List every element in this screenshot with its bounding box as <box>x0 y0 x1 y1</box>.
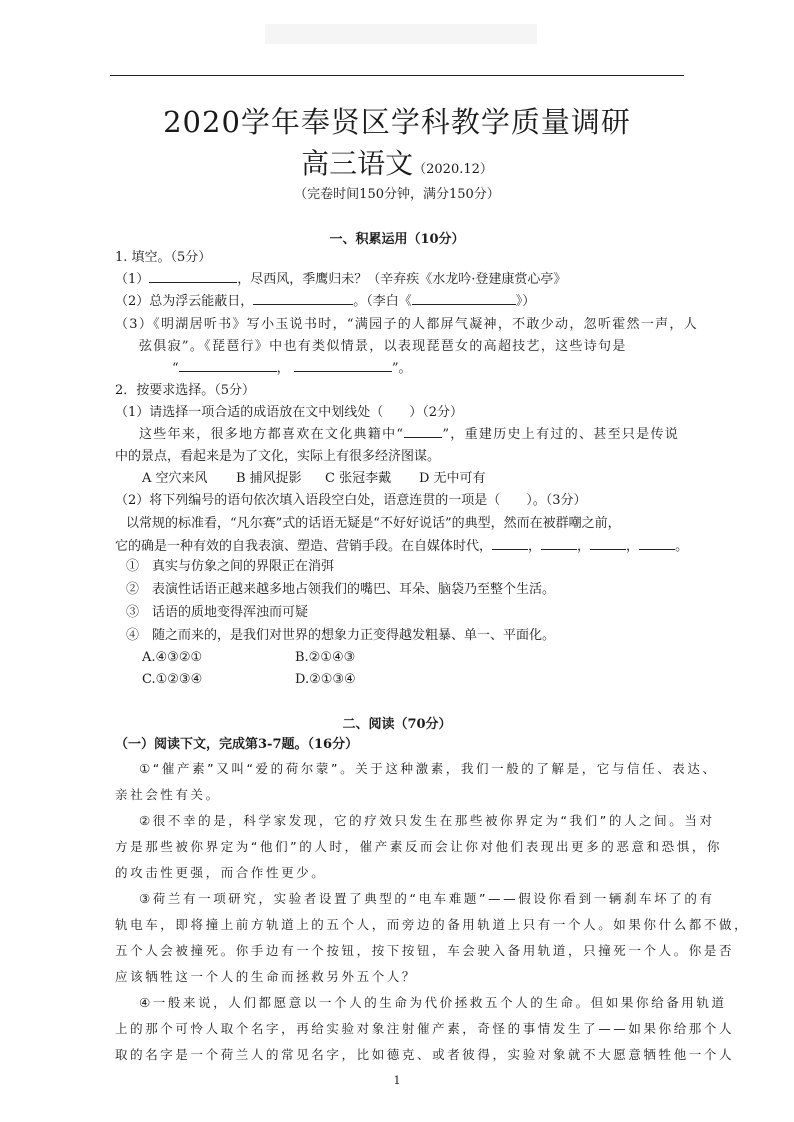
q2-b-option-a: A.④③②① <box>142 650 203 665</box>
q2-b-text2-pre: 它的确是一种有效的自我表演、塑造、营销手段。在自媒体时代， <box>115 539 493 554</box>
q1-a-post: ，尽西风，季鹰归未？（辛弃疾《水龙吟·登建康赏心亭》 <box>237 272 567 287</box>
period: 。 <box>675 539 689 554</box>
q2-b-item-3: ③ 话语的质地变得浑浊而可疑 <box>126 605 309 620</box>
section1-heading: 一、积累运用（10分） <box>329 232 465 247</box>
passage-line: 五个人会被撞死。你手边有一个按钮，按下按钮，车会驶入备用轨道，只撞死一个人。你是否 <box>115 943 735 958</box>
q1-b-mid: 。（李白《 <box>353 294 412 309</box>
comma: ， <box>577 539 591 554</box>
blank <box>590 537 626 550</box>
blank <box>639 537 675 550</box>
section2-part1: （一）阅读下文，完成第3-7题。（16分） <box>115 737 359 752</box>
quote-open: “ <box>172 361 179 376</box>
q1-c-line3 <box>172 359 411 379</box>
subject-text: 高三语文 <box>301 147 414 180</box>
passage-line: 取的名字是一个荷兰人的常见名字，比如德克、或者彼得，实验对象就不大愿意牺牲他一个人 <box>115 1047 735 1062</box>
passage-line: 的攻击性更强，而合作性更少。 <box>115 865 327 880</box>
blank <box>404 425 442 438</box>
passage-line: 亲社会性有关。 <box>115 787 221 802</box>
q1-b-post: 》） <box>515 294 536 309</box>
q1-c-line2: 弦俱寂”。《琵琶行》中也有类似情景，以表现琵琶女的高超技艺，这些诗句是 <box>139 339 627 354</box>
passage-line: ④一般来说，人们都愿意以一个人的生命为代价拯救五个人的生命。但如果你给备用轨道 <box>139 995 727 1010</box>
q2-b-option-b: B.②①④③ <box>295 650 356 665</box>
q1-b-pre: （2）总为浮云能蔽日， <box>115 294 254 309</box>
passage-line: ①“催产素”又叫“爱的荷尔蒙”。关于这种激素，我们一般的了解是，它与信任、表达、 <box>139 761 718 776</box>
passage-line: ②很不幸的是，科学家发现，它的疗效只发生在那些被你界定为“我们”的人之间。当对 <box>139 813 715 828</box>
exam-date: （2020.12） <box>413 162 493 177</box>
q2-a-text1 <box>139 425 679 445</box>
passage-line: 应该牺牲这一个人的生命而拯救另外五个人？ <box>115 969 418 984</box>
q2-a-text1-post: ”，重建历史上有过的、甚至只是传说 <box>442 427 680 442</box>
q2-b-item-2: ② 表演性话语正越来越多地占领我们的嘴巴、耳朵、脑袋乃至整个生活。 <box>126 582 556 597</box>
exam-note: （完卷时间150分钟，满分150分） <box>294 187 500 202</box>
blank <box>294 359 392 372</box>
q1-a-pre: （1） <box>115 272 150 287</box>
passage-line: 轨电车，即将撞上前方轨道上的五个人，而旁边的备用轨道上只有一个人。如果你什么都不做， <box>115 917 750 932</box>
q1-stem: 1. 填空。（5分） <box>115 250 212 265</box>
q2-a-text1-pre: 这些年来，很多地方都喜欢在文化典籍中“ <box>139 427 405 442</box>
q2-a-option-b: B 捕风捉影 <box>236 471 302 486</box>
comma: ， <box>276 361 290 376</box>
blank <box>412 292 516 305</box>
comma: ， <box>626 539 640 554</box>
blank <box>179 359 277 372</box>
exam-title: 2020学年奉贤区学科教学质量调研 <box>163 105 631 139</box>
top-grey-bar <box>265 24 537 44</box>
q1-c-line1: （3）《明湖居听书》写小玉说书时，“满园子的人都屏气凝神，不敢少动，忽听霍然一声，人 <box>115 317 699 332</box>
q2-b-item-4: ④ 随之而来的，是我们对世界的想象力正变得越发粗暴、单一、平面化。 <box>126 628 556 643</box>
header-rule <box>110 75 684 76</box>
q2-b-option-c: C.①②③④ <box>142 672 203 687</box>
passage-line: ③荷兰有一项研究，实验者设置了典型的“电车难题”——假设你看到一辆刹车坏了的有 <box>139 891 715 906</box>
q2-b-text1: 以常规的标准看，“凡尔赛”式的话语无疑是“不好好说话”的典型，然而在被群嘲之前， <box>126 516 621 531</box>
passage-line: 方是那些被你界定为“他们”的人时，催产素反而会让你对他们表现出更多的恶意和恐惧，你 <box>115 839 723 854</box>
q2-a-text2: 中的景点，看起来是为了文化，实际上有很多经济图谋。 <box>115 449 441 464</box>
section2-heading: 二、阅读（70分） <box>342 717 452 732</box>
blank <box>149 270 237 283</box>
page-number: 1 <box>393 1074 401 1087</box>
q2-b-text2 <box>115 537 688 557</box>
q2-stem: 2．按要求选择。（5分） <box>115 383 256 398</box>
q1-b <box>115 292 535 312</box>
q2-a-option-a: A 空穴来风 <box>142 471 208 486</box>
q2-a-option-c: C 张冠李戴 <box>325 471 392 486</box>
passage-line: 上的那个可怜人取个名字，再给实验对象注射催产素，奇怪的事情发生了——如果你给那个人 <box>115 1021 735 1036</box>
q2-b-stem: （2）将下列编号的语句依次填入语段空白处，语意连贯的一项是（ ）。（3分） <box>115 493 587 508</box>
blank <box>253 292 353 305</box>
q2-b-item-1: ① 真实与仿象之间的界限正在消弭 <box>126 559 335 574</box>
q1-a <box>115 270 566 290</box>
blank <box>492 537 528 550</box>
q2-a-option-d: D 无中可有 <box>419 471 486 486</box>
q2-a-stem: （1）请选择一项合适的成语放在文中划线处（ ）（2分） <box>115 405 464 420</box>
quote-close: ”。 <box>391 361 412 376</box>
exam-subject <box>0 142 794 182</box>
comma: ， <box>528 539 542 554</box>
q2-b-option-d: D.②①③④ <box>295 672 356 687</box>
blank <box>541 537 577 550</box>
